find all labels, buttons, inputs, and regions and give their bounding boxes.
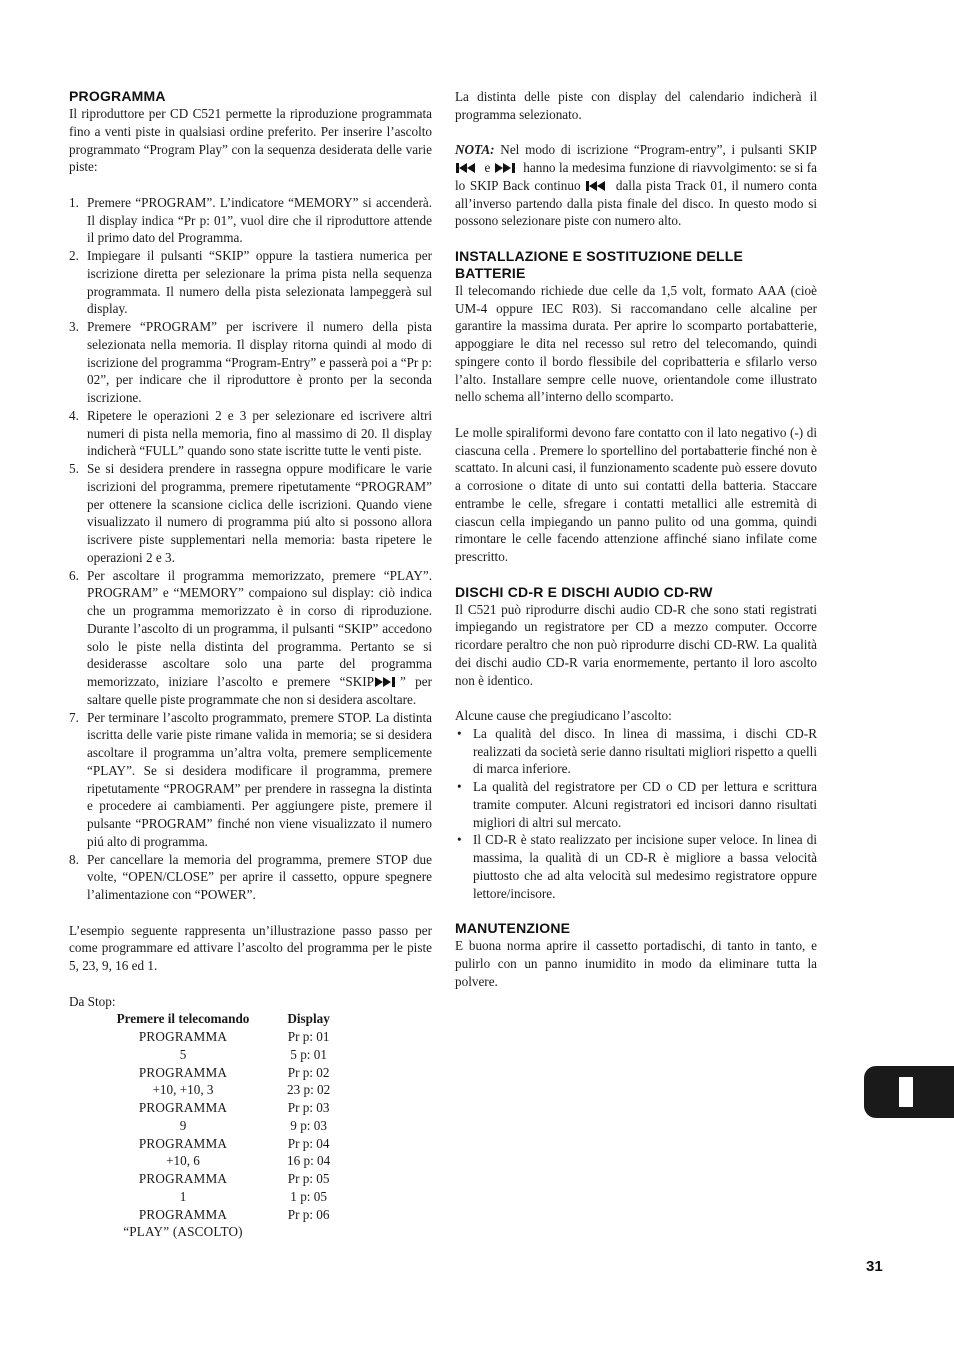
language-tab-letter	[899, 1077, 913, 1107]
table-row: 5 5 p: 01	[179, 1046, 327, 1062]
skip-back-icon	[585, 181, 611, 191]
programma-steps	[69, 194, 432, 904]
from-stop-label: Da Stop:	[69, 993, 116, 1009]
step-item: 3. Premere “PROGRAM” per iscrivere il numero della pista selezionata nella memoria. Il display ritorna quindi al modo di iscrizione del programma “Program-Entry” e passerà poi a “Pr p: 02”, per indicare che il riproduttore è pronto per la seconda iscrizione.	[69, 319, 432, 405]
skip-forward-icon	[494, 163, 520, 173]
causes-intro: Alcune cause che pregiudicano l’ascolto:	[455, 708, 672, 723]
table-row: PROGRAMMA Pr p: 06	[138, 1206, 330, 1222]
list-item: • La qualità del disco. In linea di massima, i dischi CD-R realizzati da società serie danno risultati migliori rispetto a quelli di marca inferiore.	[457, 725, 817, 777]
left-column	[69, 88, 432, 1241]
skip-forward-icon	[374, 677, 400, 687]
table-row: PROGRAMMA Pr p: 03	[138, 1100, 330, 1115]
column-header-display: Display	[287, 1011, 330, 1027]
table-row: +10, 6 16 p: 04	[166, 1153, 331, 1169]
table-row: “PLAY” (ASCOLTO)	[123, 1224, 243, 1240]
bullet-icon: •	[457, 725, 462, 741]
page-number: 31	[866, 1258, 883, 1275]
dischi-paragraph-1: Il C521 può riprodurre dischi audio CD-R che sono stati registrati impiegando un registratore per CD a mezzo computer. Occorre ricordare peraltro che non può riprodurre dischi CD-RW. La qualità dei dischi audio CD-R varia enormemente, pertanto il loro ascolto non è identico.	[455, 601, 817, 688]
section-heading-manutenzione: MANUTENZIONE	[455, 920, 571, 936]
batterie-paragraph-2: Le molle spiraliformi devono fare contatto con il lato negativo (-) di ciascuna cella . Premere lo sportellino del portabatterie finché non è scattato. In alcuni casi, il funzionamento scadente può essere dovuto a corrosione o ditate di unto sui contatti della batteria. Staccare entrambe le celle, sfregare i contatti metallici alle estremità di ciascun cella impiegando un panno pulito od una gomma, quindi rimontare le celle facendo attenzione affinché siano infilate come prescritto.	[455, 424, 817, 564]
step-item: 2. Impiegare il pulsanti “SKIP” oppure la tastiera numerica per iscrizione diretta per selezionare la prima pista nella sequenza programmata. Il numero della pista selezionata lampeggerà sul display.	[69, 248, 432, 317]
distinta-paragraph: La distinta delle piste con display del calendario indicherà il programma selezionato.	[455, 89, 817, 122]
column-header-press: Premere il telecomando	[116, 1011, 250, 1027]
list-item: • Il CD-R è stato realizzato per incisione super veloce. In linea di massima, la qualità di un CD-R è migliore a bassa velocità piuttosto che ad alta velocità sul medesimo registratore oppure lettore/incisore.	[457, 832, 817, 901]
table-row: 1 1 p: 05	[179, 1188, 327, 1204]
step-item: 5. Se si desidera prendere in rassegna oppure modificare le varie iscrizioni del programma, premere ripetutamente “PROGRAM” per ottenere la scansione ciclica delle iscrizioni. Quando viene visualizzato il numero di programma piú alto si possono allora iscrivere piste supplementari nella memoria: basta ripetere le operazioni 2 e 3.	[69, 461, 432, 565]
step-item: 4. Ripetere le operazioni 2 e 3 per selezionare ed iscrivere altri numeri di pista nella memoria, fino al massimo di 20. Il display indicherà “FULL” quando sono state iscritte tutte le venti piste.	[69, 407, 432, 459]
list-item: • La qualità del registratore per CD o CD per lettura e scrittura tramite computer. Alcuni registratori ed incisori danno risultati migliori di altri sul mercato.	[457, 779, 817, 830]
nota-label: NOTA:	[455, 142, 495, 158]
step-item: 8. Per cancellare la memoria del programma, premere STOP due volte, “OPEN/CLOSE” per aprire il cassetto, oppure spegnere l’alimentazione con “POWER”.	[69, 851, 432, 902]
bullet-icon: •	[457, 832, 462, 848]
table-row: 9 9 p: 03	[179, 1117, 327, 1133]
batterie-paragraph-1: Il telecomando richiede due celle da 1,5 volt, formato AAA (cioè UM-4 oppure IEC R03). Si raccomandano celle alcaline per garantire la massima durata. Per aprire lo scomparto portabatterie, appoggiare le dita nel recesso sul retro del telecomando, quindi spingere conto il bordo flessibile del copribatteria e sfilarlo verso l’alto. Installare sempre celle nuove, orientandole come illustrato nello schema all’interno dello scomparto.	[455, 282, 817, 405]
table-row: +10, +10, 3 23 p: 02	[152, 1082, 331, 1098]
table-row: PROGRAMMA Pr p: 01	[138, 1029, 330, 1044]
section-heading-dischi: DISCHI CD-R E DISCHI AUDIO CD-RW	[455, 583, 713, 600]
table-row: PROGRAMMA Pr p: 05	[138, 1171, 330, 1186]
bullet-icon: •	[457, 779, 462, 794]
example-intro: L’esempio seguente rappresenta un’illustrazione passo passo per come programmare ed attivare l’ascolto del programma per le piste 5, 23, 9, 16 ed 1.	[69, 922, 432, 973]
causes-list	[455, 725, 817, 903]
table-row: PROGRAMMA Pr p: 04	[138, 1135, 330, 1151]
section-heading-batterie: INSTALLAZIONE E SOSTITUZIONE DELLE BATTERIE	[455, 247, 744, 281]
section-heading-programma: PROGRAMMA	[69, 88, 166, 104]
programma-intro: Il riproduttore per CD C521 permette la riproduzione programmata fino a venti piste in qualsiasi ordine preferito. Per inserire l’ascolto programmato “Program Play” con la sequenza desiderata delle varie piste:	[69, 106, 432, 175]
program-example-table	[93, 1010, 330, 1241]
step-item: 1. Premere “PROGRAM”. L’indicatore “MEMORY” si accenderà. Il display indica “Pr p: 01”, vuol dire che il riproduttore attende il primo dato del Programma.	[69, 194, 432, 246]
manutenzione-paragraph: E buona norma aprire il cassetto portadischi, di tanto in tanto, e pulirlo con un panno inumidito in modo da eliminare tutta la polvere.	[455, 938, 817, 989]
step-item: 6. Per ascoltare il programma memorizzato, premere “PLAY”. PROGRAM” e “MEMORY” compaiono sul display: ciò indica che un programma memorizzato è in corso di riproduzione. Durante l’ascolto di un programma, il pulsanti “SKIP” accedono solo le piste nella distinta del programma. Pertanto se si desiderasse ascoltare solo una parte del programma memorizzato, iniziare l’ascolto e premere “SKIP ” per saltare quelle piste programmate che non si desidera ascoltare.	[69, 567, 432, 707]
step-item: 7. Per terminare l’ascolto programmato, premere STOP. La distinta iscritta delle varie piste rimane valida in memoria; se si desidera ascoltare il programma un’altra volta, premere semplicemente “PLAY”. Se si desidera modificare il programma, premere ripetutamente “PROGRAM” per prendere in rassegna la distinta e procedere ai cambiamenti. Per aggiungere piste, premere il pulsante “PROGRAM” finché non viene visualizzato il numero piú alto di programma.	[69, 709, 432, 849]
skip-back-icon	[455, 163, 481, 173]
right-column	[455, 88, 817, 990]
table-header-row	[93, 1010, 330, 1028]
table-row: PROGRAMMA Pr p: 02	[138, 1064, 330, 1080]
nota-paragraph: NOTA: Nel modo di iscrizione “Program-entry”, i pulsanti SKIP e hanno la medesima funzione di riavvolgimento: se si fa lo SKIP Back continuo dalla pista Track 01, il numero conta all’inverso partendo dalla pista finale del disco. In questo modo si possono selezionare piste con numero alto.	[455, 142, 817, 229]
